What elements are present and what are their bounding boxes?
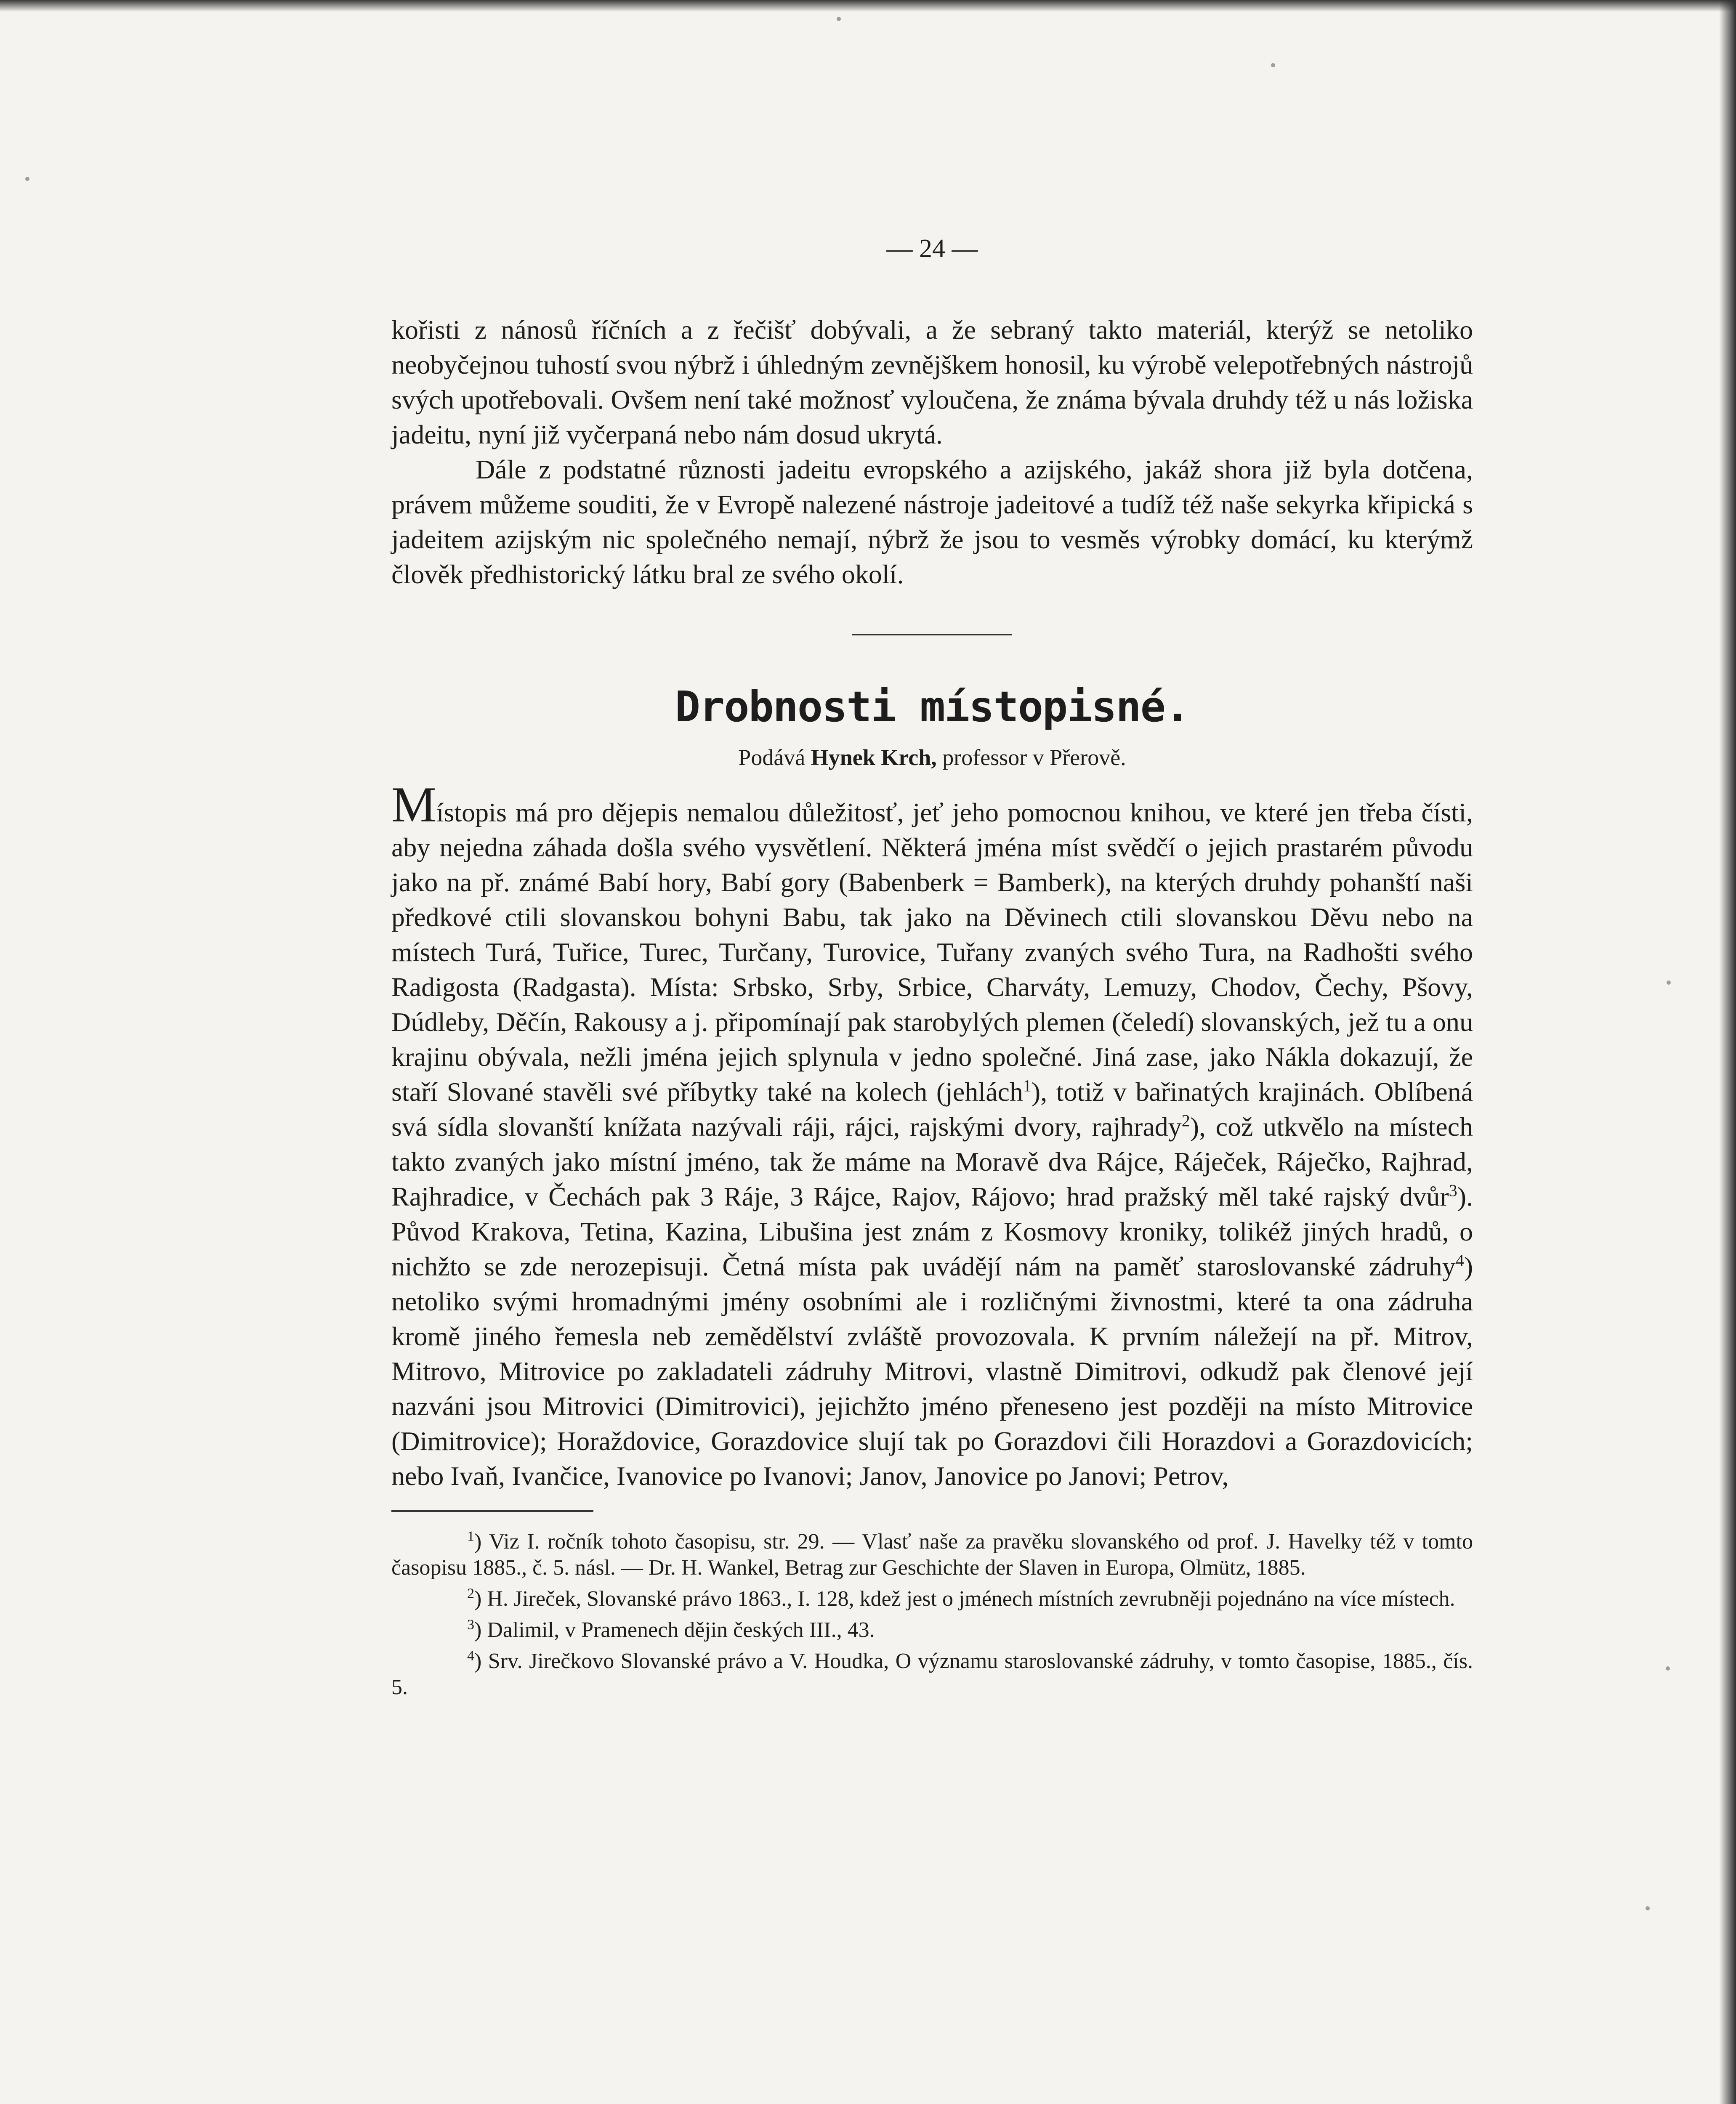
body-seg-4: ). Původ Krakova, Tetina, Kazina, Libušina jest znám z Kosmovy kroniky, tolikéž jiných hradů, o nichžto se zde nerozepisuji. Četná místa pak uvádějí nám na paměť staroslovanské zádruhy	[391, 1182, 1473, 1281]
footnote-mark: 3	[467, 1617, 474, 1633]
footnote-text: ) Srv. Jirečkovo Slovanské právo a V. Houdka, O významu staroslovanské zádruhy, v tomto časopise, 1885., čís. 5.	[391, 1649, 1473, 1699]
byline-suffix: professor v Přerově.	[942, 745, 1126, 770]
body-seg-2: ), totiž v bařinatých krajinách. Oblíbená svá sídla slovanští knížata nazývali ráji, rájci, rajskými dvory, rajhrady	[391, 1077, 1473, 1142]
intro-paragraph-2: Dále z podstatné různosti jadeitu evropského a azijského, jakáž shora již byla dotčena, právem můžeme souditi, že v Evropě nalezené nástroje jadeitové a tudíž též naše sekyrka křipická s jadeitem azijským nic společného nemají, nýbrž že jsou to vesměs výrobky domácí, ku kterýmž člověk předhistorický látku bral ze svého okolí.	[391, 454, 1473, 589]
article-body	[391, 776, 1473, 1493]
scan-edge-top	[0, 0, 1736, 12]
scan-speck	[1667, 980, 1671, 985]
scan-speck	[1666, 1666, 1670, 1671]
intro-paragraph-1: kořisti z nánosů říčních a z řečišť dobývali, a že sebraný takto materiál, kterýž se netoliko neobyčejnou tuhostí svou nýbrž i úhledným zevnějškem honosil, ku výrobě velepotřebných nástrojů svých upotřebovali. Ovšem není také možnosť vyloučena, že známa bývala druhdy též u nás ložiska jadeitu, nyní již vyčerpaná nebo nám dosud ukrytá.	[391, 315, 1473, 449]
byline-prefix: Podává	[738, 745, 806, 770]
footnote-ref-3: 3	[1449, 1181, 1457, 1200]
footnote-divider	[391, 1510, 593, 1512]
footnote-ref-4: 4	[1455, 1251, 1464, 1270]
scan-speck	[1271, 63, 1275, 67]
footnote-mark: 2	[467, 1586, 474, 1602]
page-number: — 24 —	[886, 234, 978, 263]
drop-cap: M	[391, 776, 436, 832]
footnote-2	[391, 1586, 1473, 1612]
byline-author: Hynek Krch,	[811, 745, 937, 770]
article-byline	[391, 745, 1473, 770]
scan-speck	[25, 177, 29, 181]
footnote-mark: 4	[467, 1648, 474, 1664]
body-seg-3: ), což utkvělo na místech takto zvaných jako místní jméno, tak že máme na Moravě dva Rájce, Ráječek, Ráječko, Rajhrad, Rajhradice, v Čechách pak 3 Ráje, 3 Rájce, Rajov, Rájovo; hrad pražský měl také rajský dvůr	[391, 1112, 1473, 1211]
footnote-text: ) Viz I. ročník tohoto časopisu, str. 29. — Vlasť naše za pravěku slovanského od prof. J. Havelky též v tomto časopisu 1885., č. 5. násl. — Dr. H. Wankel, Betrag zur Geschichte der Slaven in Europa, Olmütz, 1885.	[391, 1530, 1473, 1580]
article-title: Drobnosti místopisné.	[675, 682, 1190, 731]
footnote-text: ) Dalimil, v Pramenech dějin českých III., 43.	[474, 1618, 875, 1642]
footnote-mark: 1	[467, 1528, 474, 1544]
scan-edge-right	[1719, 0, 1736, 2104]
footnote-ref-1: 1	[1023, 1076, 1031, 1095]
footnote-1	[391, 1529, 1473, 1581]
footnote-text: ) H. Jireček, Slovanské právo 1863., I. 128, kdež jest o jménech místních zevrubněji pojednáno na více místech.	[474, 1587, 1455, 1611]
scan-speck	[1646, 1906, 1650, 1910]
body-seg-1: ístopis má pro dějepis nemalou důležitosť, jeť jeho pomocnou knihou, ve které jen třeba čísti, aby nejedna záhada došla svého vysvětlení. Některá jména míst svědčí o jejich prastarém původu jako na př. známé Babí hory, Babí gory (Babenberk = Bamberk), na kterých druhdy pohanští naši předkové ctili slovanskou bohyni Babu, tak jako na Děvinech ctili slovanskou Děvu nebo na místech Turá, Tuřice, Turec, Turčany, Turovice, Tuřany zvaných svého Tura, na Radhošti svého Radigosta (Radgasta). Místa: Srbsko, Srby, Srbice, Charváty, Lemuzy, Chodov, Čechy, Pšovy, Dúdleby, Děčín, Rakousy a j. připomínají pak starobylých plemen (čeledí) slovanských, jež tu a onu krajinu obývala, nežli jména jejich splynula v jedno společné. Jiná zase, jako Nákla dokazují, že staří Slované stavěli své příbytky také na kolech (jehlách	[391, 797, 1473, 1107]
section-divider	[852, 634, 1012, 635]
footnote-3	[391, 1617, 1473, 1643]
text-column	[391, 236, 1473, 1706]
footnote-4	[391, 1648, 1473, 1700]
footnote-ref-2: 2	[1181, 1111, 1190, 1130]
scan-speck	[837, 17, 841, 21]
body-seg-5: ) netoliko svými hromadnými jmény osobními ale i rozličnými živnostmi, které ta ona zádruha kromě jiného řemesla neb zemědělství zvláště provozovala. K prvním náležejí na př. Mitrov, Mitrovo, Mitrovice po zakladateli zádruhy Mitrovi, vlastně Dimitrovi, odkudž pak členové její nazváni jsou Mitrovici (Dimitrovici), jejichžto jméno přeneseno jest později na místo Mitrovice (Dimitrovice); Horaždovice, Gorazdovice slují tak po Gorazdovi čili Horazdovi a Gorazdovicích; nebo Ivaň, Ivančice, Ivanovice po Ivanovi; Janov, Janovice po Janovi; Petrov,	[391, 1251, 1473, 1491]
